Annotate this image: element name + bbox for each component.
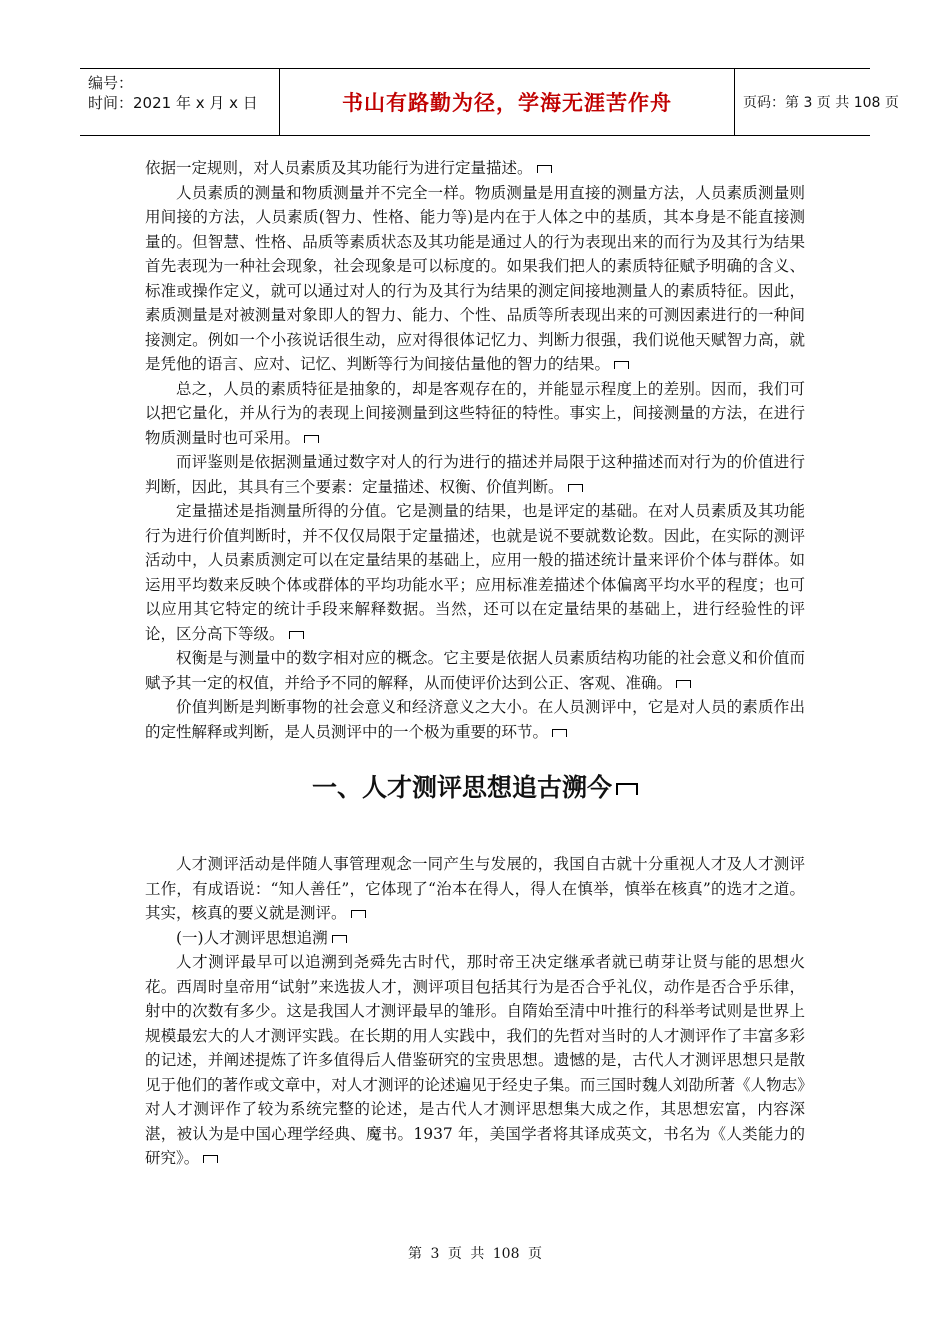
page-header — [80, 68, 899, 136]
section-heading: 一、人才测评思想追古溯今 — [145, 766, 805, 810]
paragraph-mark-icon — [203, 1155, 218, 1163]
paragraph-mark-icon — [289, 631, 304, 639]
paragraph: 总之，人员的素质特征是抽象的，却是客观存在的，并能显示程度上的差别。因而，我们可以把它量化，并从行为的表现上间接测量到这些特征的特性。事实上，间接测量的方法，在进行物质测量时也可采用。 — [145, 379, 805, 447]
paragraph: 依据一定规则，对人员素质及其功能行为进行定量描述。 — [145, 156, 805, 181]
footer-page-number: 3 — [430, 1246, 440, 1262]
paragraph-mark-icon — [332, 935, 347, 943]
footer-total-pages: 108 — [492, 1246, 520, 1262]
header-motto: 书山有路勤为径，学海无涯苦作舟 — [280, 69, 735, 135]
document-body — [145, 156, 805, 1171]
paragraph-mark-icon — [552, 729, 567, 737]
paragraph-mark-icon — [616, 783, 638, 795]
paragraph: 权衡是与测量中的数字相对应的概念。它主要是依据人员素质结构功能的社会意义和价值而赋予其一定的权值，并给予不同的解释，从而使评价达到公正、客观、准确。 — [145, 649, 805, 692]
paragraph: 人员素质的测量和物质测量并不完全一样。物质测量是用直接的测量方法，人员素质测量则用间接的方法，人员素质(智力、性格、能力等)是内在于人体之中的基质，其本身是不能直接测量的。但智慧、性格、品质等素质状态及其功能是通过人的行为表现出来的而行为及其行为结果首先表现为一种社会现象，社会现象是可以标度的。如果我们把人的素质特征赋予明确的含义、标准或操作定义，就可以通过对人的行为及其行为结果的测定间接地测量人的素质特征。因此，素质测量是对被测量对象即人的智力、能力、个性、品质等所表现出来的可测因素进行的一种间接测定。例如一个小孩说话很生动，应对得很体记忆力、判断力很强，我们说他天赋智力高，就是凭他的语言、应对、记忆、判断等行为间接估量他的智力的结果。 — [145, 183, 805, 373]
header-page-label: 页码：第 3 页 共 108 页 — [743, 95, 899, 111]
paragraph-mark-icon — [568, 484, 583, 492]
document-date-label: 时间：2021 年 x 月 x 日 — [88, 94, 258, 112]
paragraph: 价值判断是判断事物的社会意义和经济意义之大小。在人员测评中，它是对人员的素质作出的定性解释或判断，是人员测评中的一个极为重要的环节。 — [145, 698, 805, 741]
header-meta — [80, 69, 280, 135]
document-number-label: 编号： — [88, 74, 134, 92]
paragraph-mark-icon — [614, 361, 629, 369]
subsection-heading: (一)人才测评思想追溯 — [145, 926, 805, 951]
paragraph: 而评鉴则是依据测量通过数字对人的行为进行的描述并局限于这种描述而对行为的价值进行判断，因此，其具有三个要素：定量描述、权衡、价值判断。 — [145, 453, 805, 496]
paragraph: 人才测评最早可以追溯到尧舜先古时代，那时帝王决定继承者就已萌芽让贤与能的思想火花。西周时皇帝用“试射”来选拔人才，测评项目包括其行为是否合乎礼仪，动作是否合乎乐律，射中的次数有多少。这是我国人才测评最早的雏形。自隋始至清中叶推行的科举考试则是世界上规模最宏大的人才测评实践。在长期的用人实践中，我们的先哲对当时的人才测评作了丰富多彩的记述，并阐述提炼了许多值得后人借鉴研究的宝贵思想。遗憾的是，古代人才测评思想只是散见于他们的著作或文章中，对人才测评的论述遍见于经史子集。而三国时魏人刘劭所著《人物志》对人才测评作了较为系统完整的论述，是古代人才测评思想集大成之作，其思想宏富，内容深湛，被认为是中国心理学经典、魔书。1937 年，美国学者将其译成英文，书名为《人类能力的研究》。 — [145, 953, 805, 1167]
paragraph: 定量描述是指测量所得的分值。它是测量的结果，也是评定的基础。在对人员素质及其功能行为进行价值判断时，并不仅仅局限于定量描述，也就是说不要就数论数。因此，在实际的测评活动中，人员素质测定可以在定量结果的基础上，应用一般的描述统计量来评价个体与群体。如运用平均数来反映个体或群体的平均功能水平；应用标准差描述个体偏离平均水平的程度；也可以应用其它特定的统计手段来解释数据。当然，还可以在定量结果的基础上，进行经验性的评论，区分高下等级。 — [145, 502, 805, 643]
page-footer: 第 3 页 共 108 页 — [408, 1246, 542, 1262]
paragraph-mark-icon — [676, 680, 691, 688]
paragraph-mark-icon — [351, 910, 366, 918]
paragraph: 人才测评活动是伴随人事管理观念一同产生与发展的，我国自古就十分重视人才及人才测评工作，有成语说：“知人善任”，它体现了“治本在得人，得人在慎举，慎举在核真”的选才之道。其实，核真的要义就是测评。 — [145, 855, 805, 922]
paragraph-mark-icon — [537, 165, 552, 173]
paragraph-mark-icon — [304, 435, 319, 443]
